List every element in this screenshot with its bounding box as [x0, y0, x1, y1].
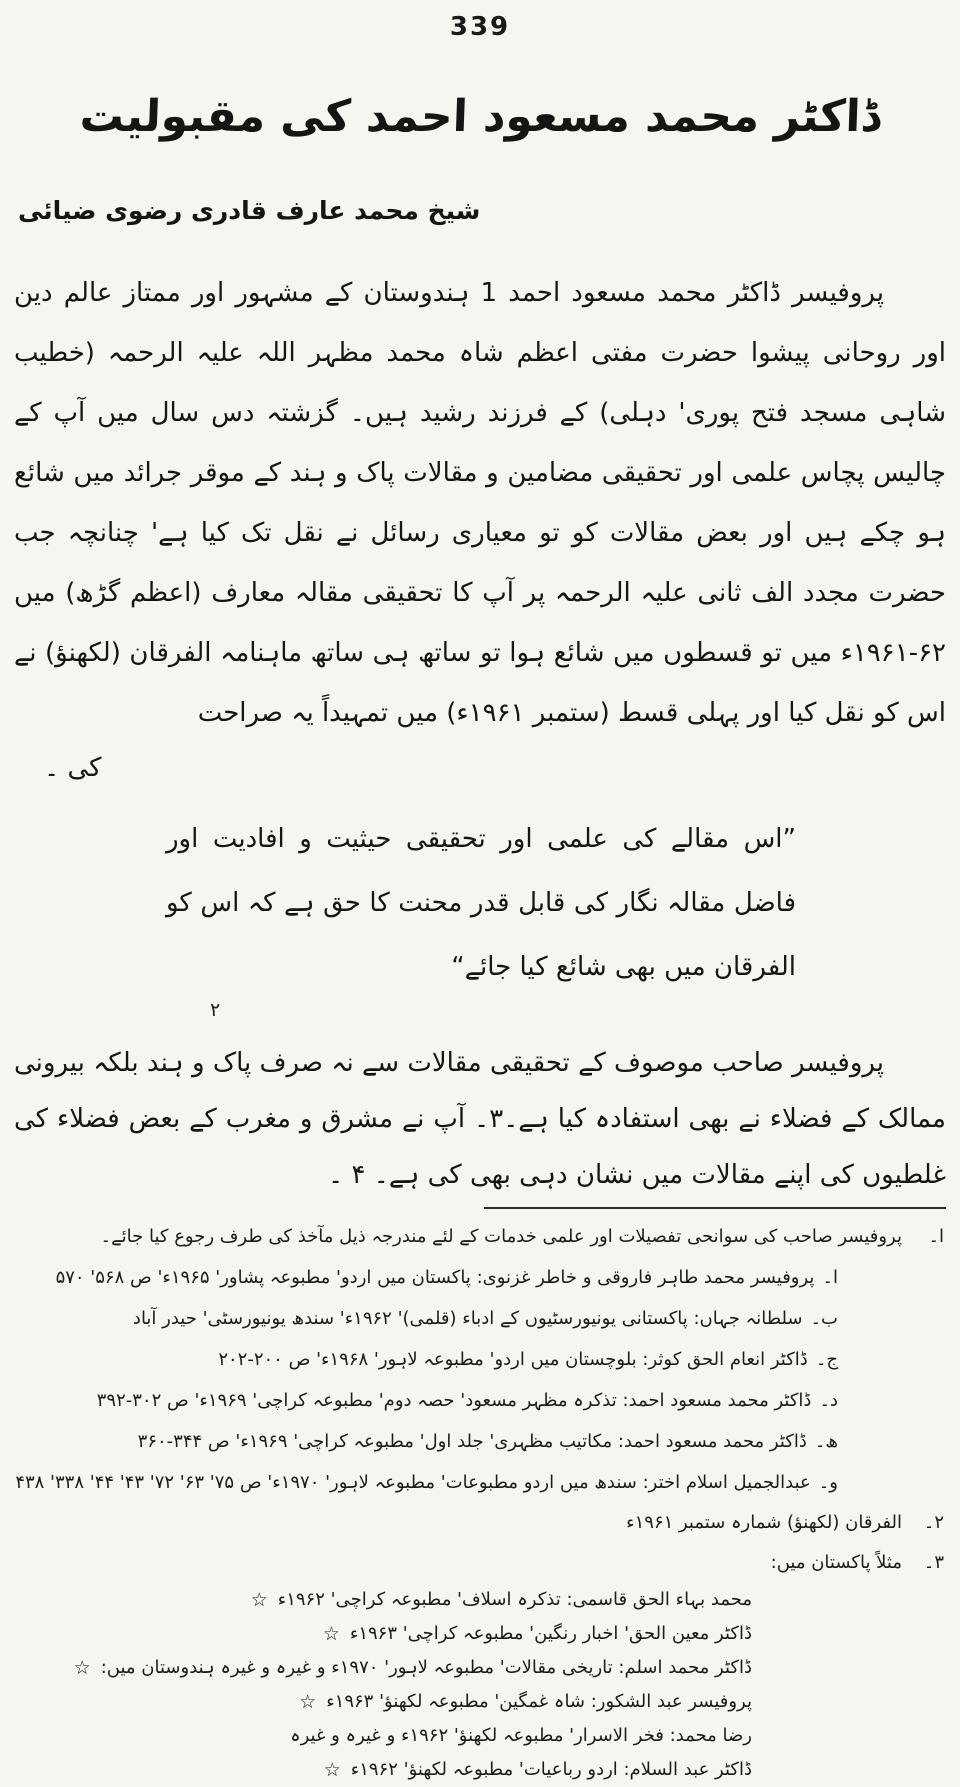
- star-bullet-icon: ☆: [322, 1623, 340, 1645]
- citation-item: [14, 1719, 752, 1753]
- subitem-marker: ب۔: [810, 1308, 838, 1329]
- footnote-1: [14, 1217, 946, 1503]
- quote-footnote-ref: ۲: [210, 999, 221, 1021]
- subitem-text: پروفیسر محمد طاہر فاروقی و خاطر غزنوی: پاکستان میں اردو' مطبوعہ پشاور' ۱۹۶۵ء' ص ۵۶۸' ۵۷۰: [55, 1267, 815, 1288]
- page-title: ڈاکٹر محمد مسعود احمد کی مقبولیت: [78, 91, 882, 142]
- footnote-3: [14, 1543, 946, 1787]
- footnote-1-subitem: [14, 1298, 902, 1339]
- footnote-1-subitem: [14, 1380, 902, 1421]
- footnotes-section: [14, 1217, 946, 1787]
- star-bullet-icon: ☆: [250, 1589, 268, 1611]
- footnote-2-text: الفرقان (لکھنؤ) شمارہ ستمبر ۱۹۶۱ء: [626, 1512, 902, 1533]
- citation-text: رضا محمد: فخر الاسرار' مطبوعہ لکھنؤ' ۱۹۶۲ء و غیرہ و غیرہ: [290, 1725, 752, 1746]
- subitem-text: ڈاکٹر محمد مسعود احمد: مکاتیب مظہری' جلد اول' مطبوعہ کراچی' ۱۹۶۹ء' ص ۳۴۴-۳۶۰: [137, 1431, 807, 1452]
- citation-item: [14, 1685, 752, 1719]
- paragraph-1: پروفیسر ڈاکٹر محمد مسعود احمد 1 ہندوستان کے مشہور اور ممتاز عالم دین اور روحانی پیشوا حضرت مفتی اعظم شاہ محمد مظہر اللہ علیہ الرحمہ (خطیب شاہی مسجد فتح پوری' دہلی) کے فرزند رشید ہیں۔ گزشتہ دس سال میں آپ کے چالیس پچاس علمی اور تحقیقی مضامین و مقالات پاک و ہند کے موقر جرائد میں شائع ہو چکے ہیں اور بعض مقالات کو تو معیاری رسائل نے نقل تک کیا ہے' چنانچہ جب حضرت مجدد الف ثانی علیہ الرحمہ پر آپ کا تحقیقی مقالہ معارف (اعظم گڑھ) میں ۶۲-۱۹۶۱ء میں تو قسطوں میں شائع ہوا تو ساتھ ہی ساتھ ماہنامہ الفرقان (لکھنؤ) نے اس کو نقل کیا اور پہلی قسط (ستمبر ۱۹۶۱ء) میں تمہیداً یہ صراحت: [14, 278, 946, 728]
- author-byline: شیخ محمد عارف قادری رضوی ضیائی: [18, 196, 481, 225]
- paragraph-2: پروفیسر صاحب موصوف کے تحقیقی مقالات سے نہ صرف پاک و ہند بلکہ بیرونی ممالک کے فضلاء نے بھی استفادہ کیا ہے۔۳۔ آپ نے مشرق و مغرب کے بعض فضلاء کی غلطیوں کی اپنے مقالات میں نشان دہی بھی کی ہے۔ ۴ ۔: [14, 1048, 946, 1190]
- footnote-1-subitem: [14, 1339, 902, 1380]
- subitem-marker: ج۔: [815, 1349, 838, 1370]
- citation-text: محمد بہاء الحق قاسمی: تذکرہ اسلاف' مطبوعہ کراچی' ۱۹۶۲ء: [277, 1589, 752, 1610]
- subitem-marker: ا۔: [822, 1267, 838, 1288]
- star-bullet-icon: ☆: [299, 1691, 317, 1713]
- citation-text: ڈاکٹر عبد السلام: اردو رباعیات' مطبوعہ لکھنؤ' ۱۹۶۲ء: [350, 1759, 752, 1780]
- star-bullet-icon: ☆: [73, 1657, 91, 1679]
- citation-item: [14, 1583, 752, 1617]
- citation-item: [14, 1753, 752, 1787]
- footnote-1-marker: ا۔: [928, 1226, 944, 1247]
- footnote-3-text: مثلاً پاکستان میں:: [770, 1552, 902, 1573]
- subitem-text: سلطانہ جہاں: پاکستانی یونیورسٹیوں کے ادباء (قلمی)' ۱۹۶۲ء' سندھ یونیورسٹی' حیدر آباد: [132, 1308, 803, 1329]
- star-bullet-icon: ☆: [323, 1759, 341, 1781]
- paragraph-1-tail: کی ۔: [44, 753, 102, 783]
- citation-item: [14, 1617, 752, 1651]
- subitem-marker: و۔: [818, 1472, 838, 1493]
- block-quote: ”اس مقالے کی علمی اور تحقیقی حیثیت و افادیت اور فاضل مقالہ نگار کی قابل قدر محنت کا حق ہے کہ اس کو الفرقان میں بھی شائع کیا جائے“: [166, 824, 796, 982]
- citation-text: ڈاکٹر معین الحق' اخبار رنگین' مطبوعہ کراچی' ۱۹۶۳ء: [349, 1623, 752, 1644]
- footnote-3-marker: ۳۔: [923, 1552, 944, 1573]
- footnote-1-subitem: [14, 1421, 902, 1462]
- page-number: 339: [449, 12, 511, 42]
- citation-text: پروفیسر عبد الشکور: شاہ غمگین' مطبوعہ لکھنؤ' ۱۹۶۳ء: [326, 1691, 752, 1712]
- footnote-1-subitem: [14, 1462, 902, 1503]
- footnote-2-marker: ۲۔: [923, 1512, 944, 1533]
- citation-text: ڈاکٹر محمد اسلم: تاریخی مقالات' مطبوعہ لاہور' ۱۹۷۰ء و غیرہ و غیرہ ہندوستان میں:: [100, 1657, 752, 1678]
- footnote-1-subitem: [14, 1257, 902, 1298]
- subitem-text: ڈاکٹر انعام الحق کوثر: بلوچستان میں اردو' مطبوعہ لاہور' ۱۹۶۸ء' ص ۲۰۰-۲۰۲: [218, 1349, 808, 1370]
- citation-list: [14, 1583, 902, 1787]
- subitem-marker: د۔: [819, 1390, 838, 1411]
- subitem-text: ڈاکٹر محمد مسعود احمد: تذکرہ مظہر مسعود' حصہ دوم' مطبوعہ کراچی' ۱۹۶۹ء' ص ۳۰۲-۳۹۲: [96, 1390, 812, 1411]
- footnote-divider: [484, 1207, 946, 1209]
- footnote-2: [14, 1503, 946, 1543]
- subitem-marker: ھ۔: [814, 1431, 838, 1452]
- subitem-text: عبدالجمیل اسلام اختر: سندھ میں اردو مطبوعات' مطبوعہ لاہور' ۱۹۷۰ء' ص ۷۵' ۶۳' ۷۲' ۴۳' ۴۴' ۳۳۸' ۴۳۸: [15, 1472, 811, 1493]
- citation-item: [14, 1651, 752, 1685]
- footnote-1-text: پروفیسر صاحب کی سوانحی تفصیلات اور علمی خدمات کے لئے مندرجہ ذیل مآخذ کی طرف رجوع کیا جائے۔: [100, 1226, 902, 1247]
